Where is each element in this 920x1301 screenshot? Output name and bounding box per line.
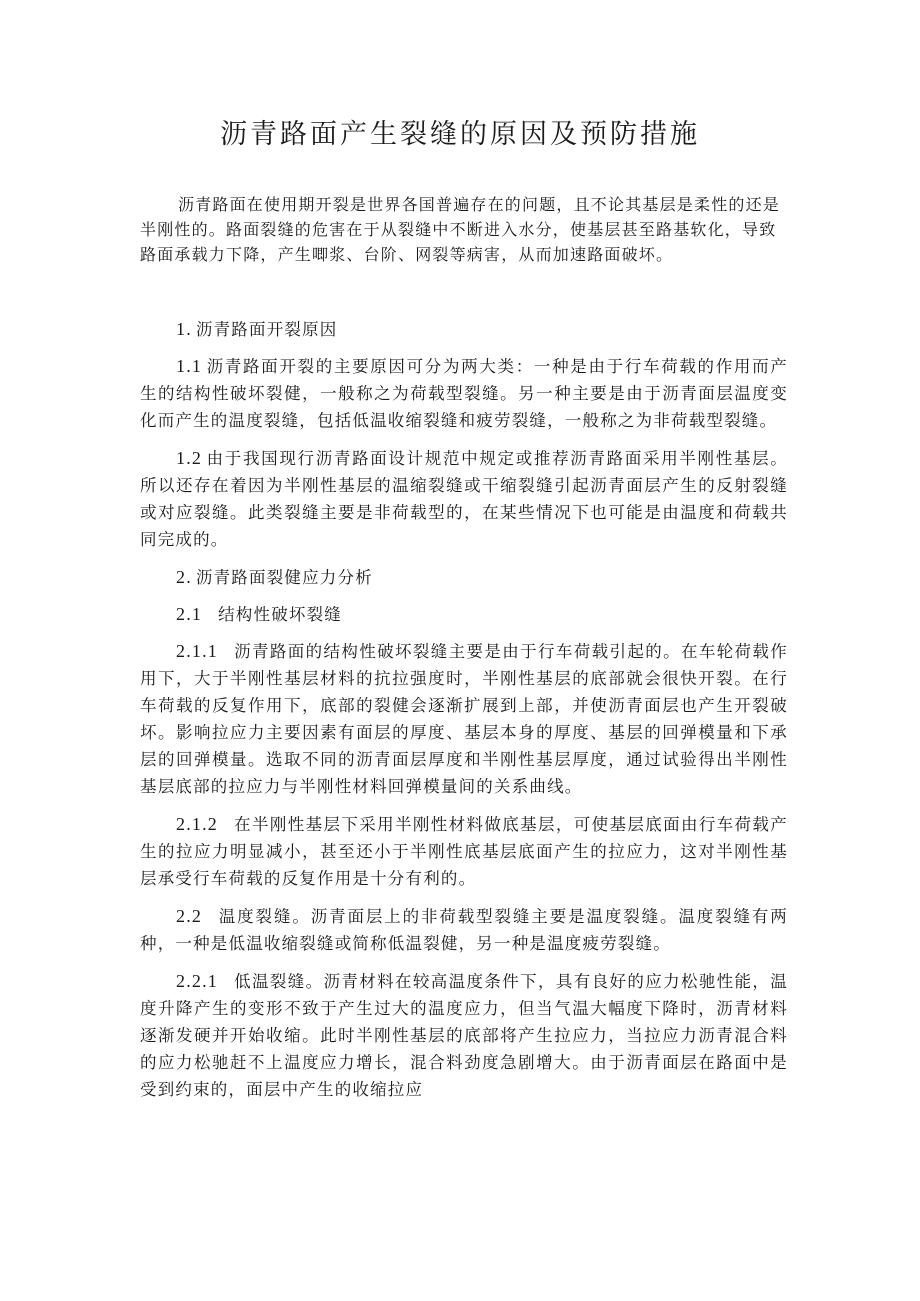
section-paragraph bbox=[140, 353, 788, 434]
section-text: 沥青路面裂健应力分析 bbox=[195, 568, 373, 587]
section-text: 沥青路面的结构性破坏裂缝主要是由于行车荷载引起的。在车轮荷载作用下，大于半刚性基层材料的抗拉强度时，半刚性基层的底部就会很快开裂。在行车荷载的反复作用下，底部的裂健会逐渐扩展到上部，并使沥青面层也产生开裂破坏。影响拉应力主要因素有面层的厚度、基层本身的厚度、基层的回弹模量和下承层的回弹模量。选取不同的沥青面层厚度和半刚性基层厚度，通过试验得出半刚性基层底部的拉应力与半刚性材料回弹模量间的关系曲线。 bbox=[140, 642, 788, 796]
section-paragraph bbox=[140, 811, 788, 892]
section-paragraph bbox=[140, 638, 788, 800]
section-heading bbox=[140, 564, 788, 591]
section-paragraph bbox=[140, 968, 788, 1103]
section-heading bbox=[140, 601, 788, 628]
document-title: 沥青路面产生裂缝的原因及预防措施 bbox=[220, 119, 700, 150]
section-text: 在半刚性基层下采用半刚性材料做底基层，可使基层底面由行车荷载产生的拉应力明显减小，甚至还小于半刚性底基层底面产生的拉应力，这对半刚性基层承受行车荷载的反复作用是十分有利的。 bbox=[140, 815, 788, 888]
section-number: 1.1 bbox=[176, 356, 203, 376]
section-paragraph bbox=[140, 445, 788, 553]
section-number: 1.2 bbox=[176, 448, 203, 468]
section-heading bbox=[140, 316, 788, 343]
section-text: 沥青路面开裂的主要原因可分为两大类：一种是由于行车荷载的作用而产生的结构性破坏裂健，一般称之为荷载型裂缝。另一种主要是由于沥青面层温度变化而产生的温度裂缝，包括低温收缩裂缝和疲劳裂缝，一般称之为非荷载型裂缝。 bbox=[140, 357, 788, 430]
section-number: 2.2 bbox=[176, 906, 203, 926]
section-text: 温度裂缝。沥青面层上的非荷载型裂缝主要是温度裂缝。温度裂缝有两种，一种是低温收缩裂缝或简称低温裂健，另一种是温度疲劳裂缝。 bbox=[140, 907, 788, 953]
section-text: 沥青路面开裂原因 bbox=[195, 320, 338, 339]
section-number: 2.1.1 bbox=[176, 641, 218, 661]
section-number: 2.1 bbox=[176, 604, 203, 624]
document-body bbox=[140, 316, 788, 1114]
section-number: 2. bbox=[176, 567, 192, 587]
section-number: 1. bbox=[176, 319, 192, 339]
section-number: 2.1.2 bbox=[176, 814, 218, 834]
section-text: 低温裂缝。沥青材料在较高温度条件下，具有良好的应力松驰性能，温度升降产生的变形不致于产生过大的温度应力，但当气温大幅度下降时，沥青材料逐渐发硬并开始收缩。此时半刚性基层的底部将产生拉应力，当拉应力沥青混合料的应力松驰赶不上温度应力增长，混合料劲度急剧增大。由于沥青面层在路面中是受到约束的，面层中产生的收缩拉应 bbox=[140, 972, 788, 1099]
section-text: 结构性破坏裂缝 bbox=[218, 605, 343, 624]
section-paragraph bbox=[140, 903, 788, 957]
intro-paragraph: 沥青路面在使用期开裂是世界各国普遍存在的问题，且不论其基层是柔性的还是半刚性的。路面裂缝的危害在于从裂缝中不断进入水分，使基层甚至路基软化，导致路面承载力下降，产生唧浆、台阶、网裂等病害，从而加速路面破坏。 bbox=[140, 195, 781, 264]
section-text: 由于我国现行沥青路面设计规范中规定或推荐沥青路面采用半刚性基层。所以还存在着因为半刚性基层的温缩裂缝或干缩裂缝引起沥青面层产生的反射裂缝或对应裂缝。此类裂缝主要是非荷载型的，在某些情况下也可能是由温度和荷载共同完成的。 bbox=[140, 449, 788, 549]
section-number: 2.2.1 bbox=[176, 971, 218, 991]
